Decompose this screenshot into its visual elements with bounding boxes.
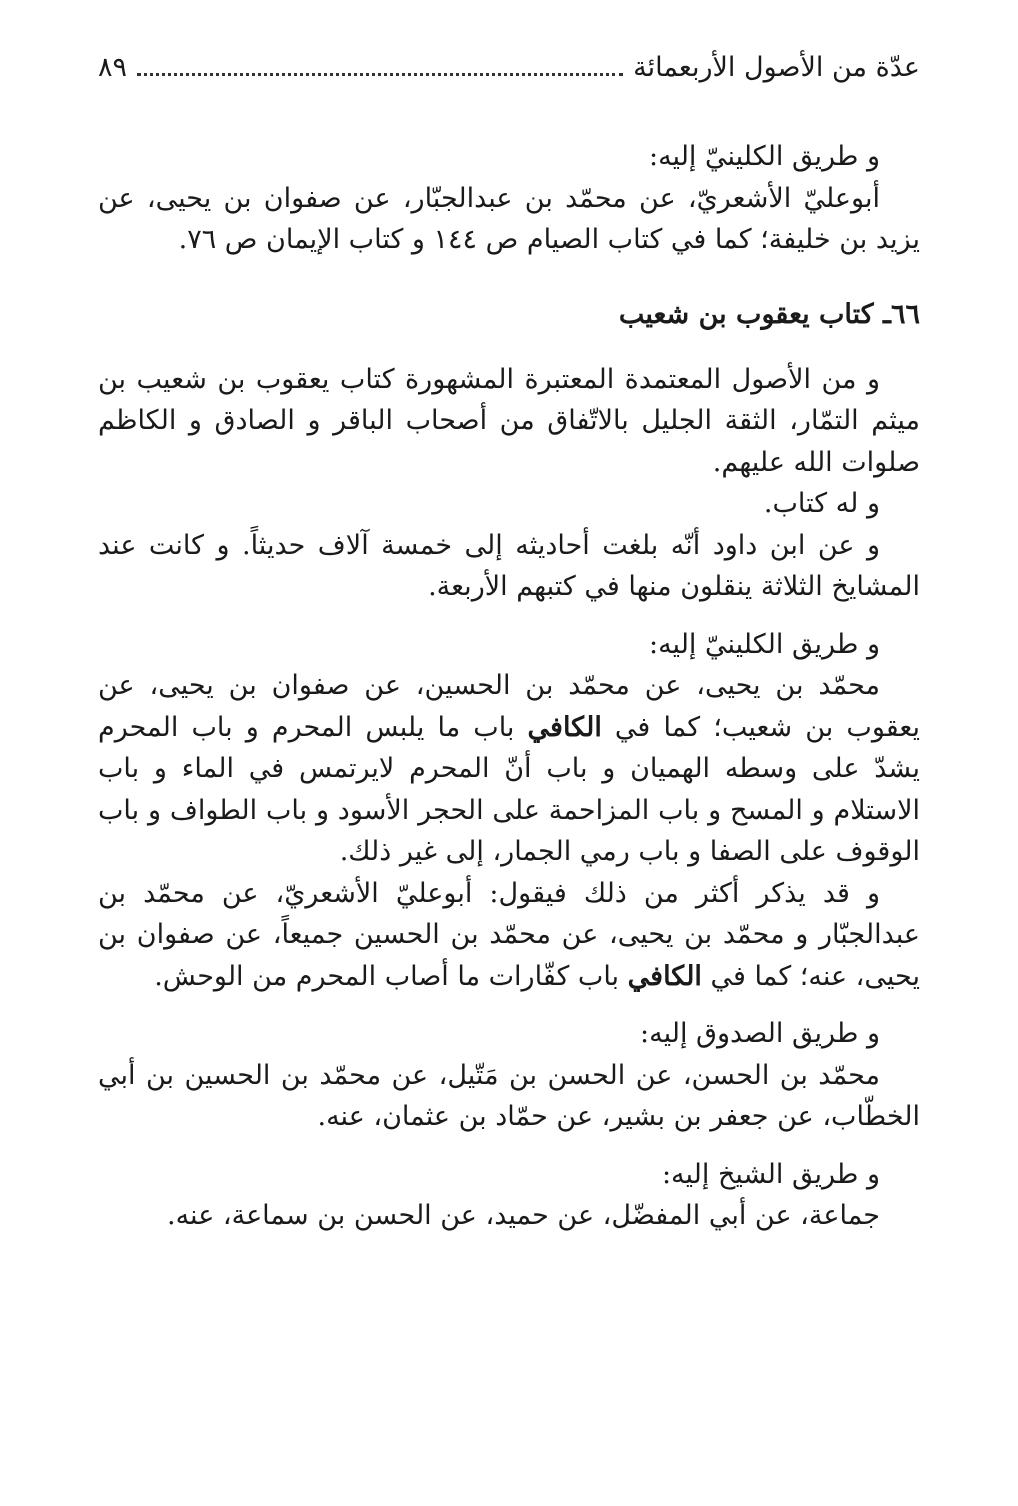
kafi-book-title: الكافي	[527, 711, 602, 743]
shaykh-chain: جماعة، عن أبي المفضّل، عن حميد، عن الحسن بن سماعة، عنه.	[166, 1200, 880, 1231]
has-book-line: و له كتاب.	[763, 488, 880, 519]
more-routes-paragraph	[98, 873, 920, 998]
page-number: ٨٩	[98, 52, 128, 83]
route-label-saduq: و طريق الصدوق إليه:	[640, 1018, 880, 1049]
kafi-pre: كما في	[601, 711, 701, 743]
running-header	[98, 52, 920, 92]
section-heading: ٦٦ـ كتاب يعقوب بن شعيب	[618, 298, 920, 330]
more-pre: و قد يذكر أكثر من ذلك فيقول: أبوعليّ الأشعريّ، عن محمّد بن عبدالجبّار و محمّد بن يحيى، عن محمّد بن الحسين جميعاً، عن صفوان بن يحيى، عنه؛ كما في	[98, 877, 920, 992]
route-label-kulayni-top: و طريق الكلينيّ إليه:	[648, 141, 880, 172]
kafi-rest: باب ما يلبس المحرم و باب المحرم يشدّ على وسطه الهميان و باب أنّ المحرم لايرتمس في الماء و باب الاستلام و المسح و باب المزاحمة على الحجر الأسود و باب الطواف و باب الوقوف على الصفا و باب رمي الجمار، إلى غير ذلك.	[98, 711, 920, 867]
kafi-book-title-2: الكافي	[627, 960, 702, 992]
chain-kulayni-top: أبوعليّ الأشعريّ، عن محمّد بن عبدالجبّار، عن صفوان بن يحيى، عن يزيد بن خليفة؛ كما في كتاب الصيام ص ١٤٤ و كتاب الإيمان ص ٧٦.	[98, 182, 920, 255]
ibn-dawud-paragraph: و عن ابن داود أنّه بلغت أحاديثه إلى خمسة آلاف حديثاً. و كانت عند المشايخ الثلاثة ينقلون منها في كتبهم الأربعة.	[98, 529, 920, 602]
intro-paragraph: و من الأصول المعتمدة المعتبرة المشهورة كتاب يعقوب بن شعيب بن ميثم التمّار، الثقة الجليل بالاتّفاق من أصحاب الباقر و الصادق و الكاظم صلوات الله عليهم.	[98, 363, 920, 478]
route-label-kulayni: و طريق الكلينيّ إليه:	[648, 628, 880, 660]
dot-leader	[137, 72, 623, 76]
saduq-chain: محمّد بن الحسن، عن الحسن بن مَتّيل، عن محمّد بن الحسين بن أبي الخطّاب، عن جعفر بن بشير، عن حمّاد بن عثمان، عنه.	[98, 1059, 920, 1132]
more-rest: باب كفّارات ما أصاب المحرم من الوحش.	[154, 960, 628, 992]
kulayni-chain: محمّد بن يحيى، عن محمّد بن الحسين، عن صفوان بن يحيى، عن يعقوب بن شعيب؛	[98, 670, 920, 743]
route-label-shaykh: و طريق الشيخ إليه:	[661, 1158, 880, 1190]
kulayni-chain-paragraph	[98, 665, 920, 873]
running-title: عدّة من الأصول الأربعمائة	[633, 52, 920, 83]
